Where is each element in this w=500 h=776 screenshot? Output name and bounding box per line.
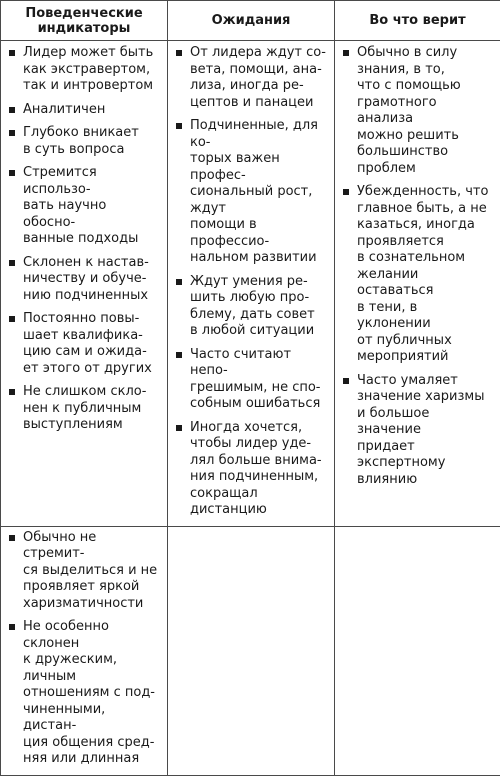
table-row xyxy=(1,41,500,527)
list-item xyxy=(176,420,328,519)
list-item xyxy=(176,347,328,413)
list-item xyxy=(176,45,328,111)
bullet-square-icon xyxy=(9,624,15,630)
list-item xyxy=(343,373,494,489)
bullet-square-icon xyxy=(343,378,349,384)
list-item-text: Ждут умения ре- шить любую про- блему, дать совет в любой ситуации xyxy=(190,274,315,339)
bullet-square-icon xyxy=(176,123,182,129)
list-item-text: Постоянно повы- шает квалифика- цию сам и ожида- ет этого от других xyxy=(23,311,152,376)
cell-indicators-1 xyxy=(1,41,168,527)
list-item xyxy=(9,102,161,119)
table-row xyxy=(1,526,500,775)
cell-expectations-1 xyxy=(168,41,335,527)
list-item xyxy=(9,255,161,305)
bullet-square-icon xyxy=(343,50,349,56)
list-item-text: Обычно в силу знания, в то, что с помощью грамотного анализа можно решить большинство проблем xyxy=(357,45,461,176)
bullet-square-icon xyxy=(176,279,182,285)
list-item xyxy=(343,45,494,177)
list-item xyxy=(9,619,161,768)
list-item-text: Глубоко вникает в суть вопроса xyxy=(23,125,139,157)
bullet-square-icon xyxy=(176,425,182,431)
bullet-square-icon xyxy=(9,389,15,395)
list-item xyxy=(343,184,494,366)
list-item-text: Склонен к настав- ничеству и обуче- нию подчиненных xyxy=(23,255,149,303)
list-item xyxy=(9,165,161,248)
bullet-square-icon xyxy=(9,170,15,176)
header-expectations: Ожидания xyxy=(168,1,335,41)
bullet-list xyxy=(343,45,494,488)
list-item-text: Часто считают непо- грешимым, не спо- собным ошибаться xyxy=(190,347,321,412)
list-item-text: Лидер может быть как экстравертом, так и интровертом xyxy=(23,45,153,93)
bullet-list xyxy=(9,530,161,768)
bullet-list xyxy=(9,45,161,434)
bullet-square-icon xyxy=(9,316,15,322)
list-item xyxy=(9,530,161,613)
list-item-text: Обычно не стремит- ся выделиться и не проявляет яркой харизматичности xyxy=(23,530,157,611)
list-item-text: Иногда хочется, чтобы лидер уде- лял больше внима- ния подчиненным, сокращал дистанцию xyxy=(190,420,322,518)
bullet-square-icon xyxy=(176,50,182,56)
list-item xyxy=(9,311,161,377)
list-item-text: Стремится использо- вать научно обосно- ванные подходы xyxy=(23,165,138,246)
bullet-square-icon xyxy=(9,260,15,266)
header-beliefs: Во что верит xyxy=(335,1,500,41)
list-item xyxy=(9,45,161,95)
list-item-text: Подчиненные, для ко- торых важен профес- сиональный рост, ждут помощи в профессио- нальном развитии xyxy=(190,118,318,265)
list-item-text: Часто умаляет значение харизмы и большое значение придает экспертному влиянию xyxy=(357,373,484,487)
list-item-text: Убежденность, что главное быть, а не казаться, иногда проявляется в сознательном желании оставаться в тени, в уклонении от публичных мероприятий xyxy=(357,184,488,364)
list-item xyxy=(176,274,328,340)
header-row xyxy=(1,1,500,41)
bullet-square-icon xyxy=(176,352,182,358)
bullet-square-icon xyxy=(343,189,349,195)
list-item-text: От лидера ждут со- вета, помощи, ана- лиза, иногда ре- цептов и панацеи xyxy=(190,45,326,110)
cell-expectations-2 xyxy=(168,526,335,775)
list-item-text: Не слишком скло- нен к публичным выступлениям xyxy=(23,384,146,432)
cell-beliefs-2 xyxy=(335,526,500,775)
list-item-text: Не особенно склонен к дружеским, личным отношениям с под- чиненными, дистан- ция общения сред- няя или длинная xyxy=(23,619,155,766)
cell-beliefs-1 xyxy=(335,41,500,527)
bullet-square-icon xyxy=(9,107,15,113)
bullet-list xyxy=(176,45,328,519)
bullet-square-icon xyxy=(9,50,15,56)
bullet-square-icon xyxy=(9,535,15,541)
header-behavioral-indicators: Поведенческие индикаторы xyxy=(1,1,168,41)
list-item xyxy=(9,384,161,434)
list-item xyxy=(9,125,161,158)
list-item xyxy=(176,118,328,267)
bullet-square-icon xyxy=(9,130,15,136)
list-item-text: Аналитичен xyxy=(23,102,105,117)
cell-indicators-2 xyxy=(1,526,168,775)
